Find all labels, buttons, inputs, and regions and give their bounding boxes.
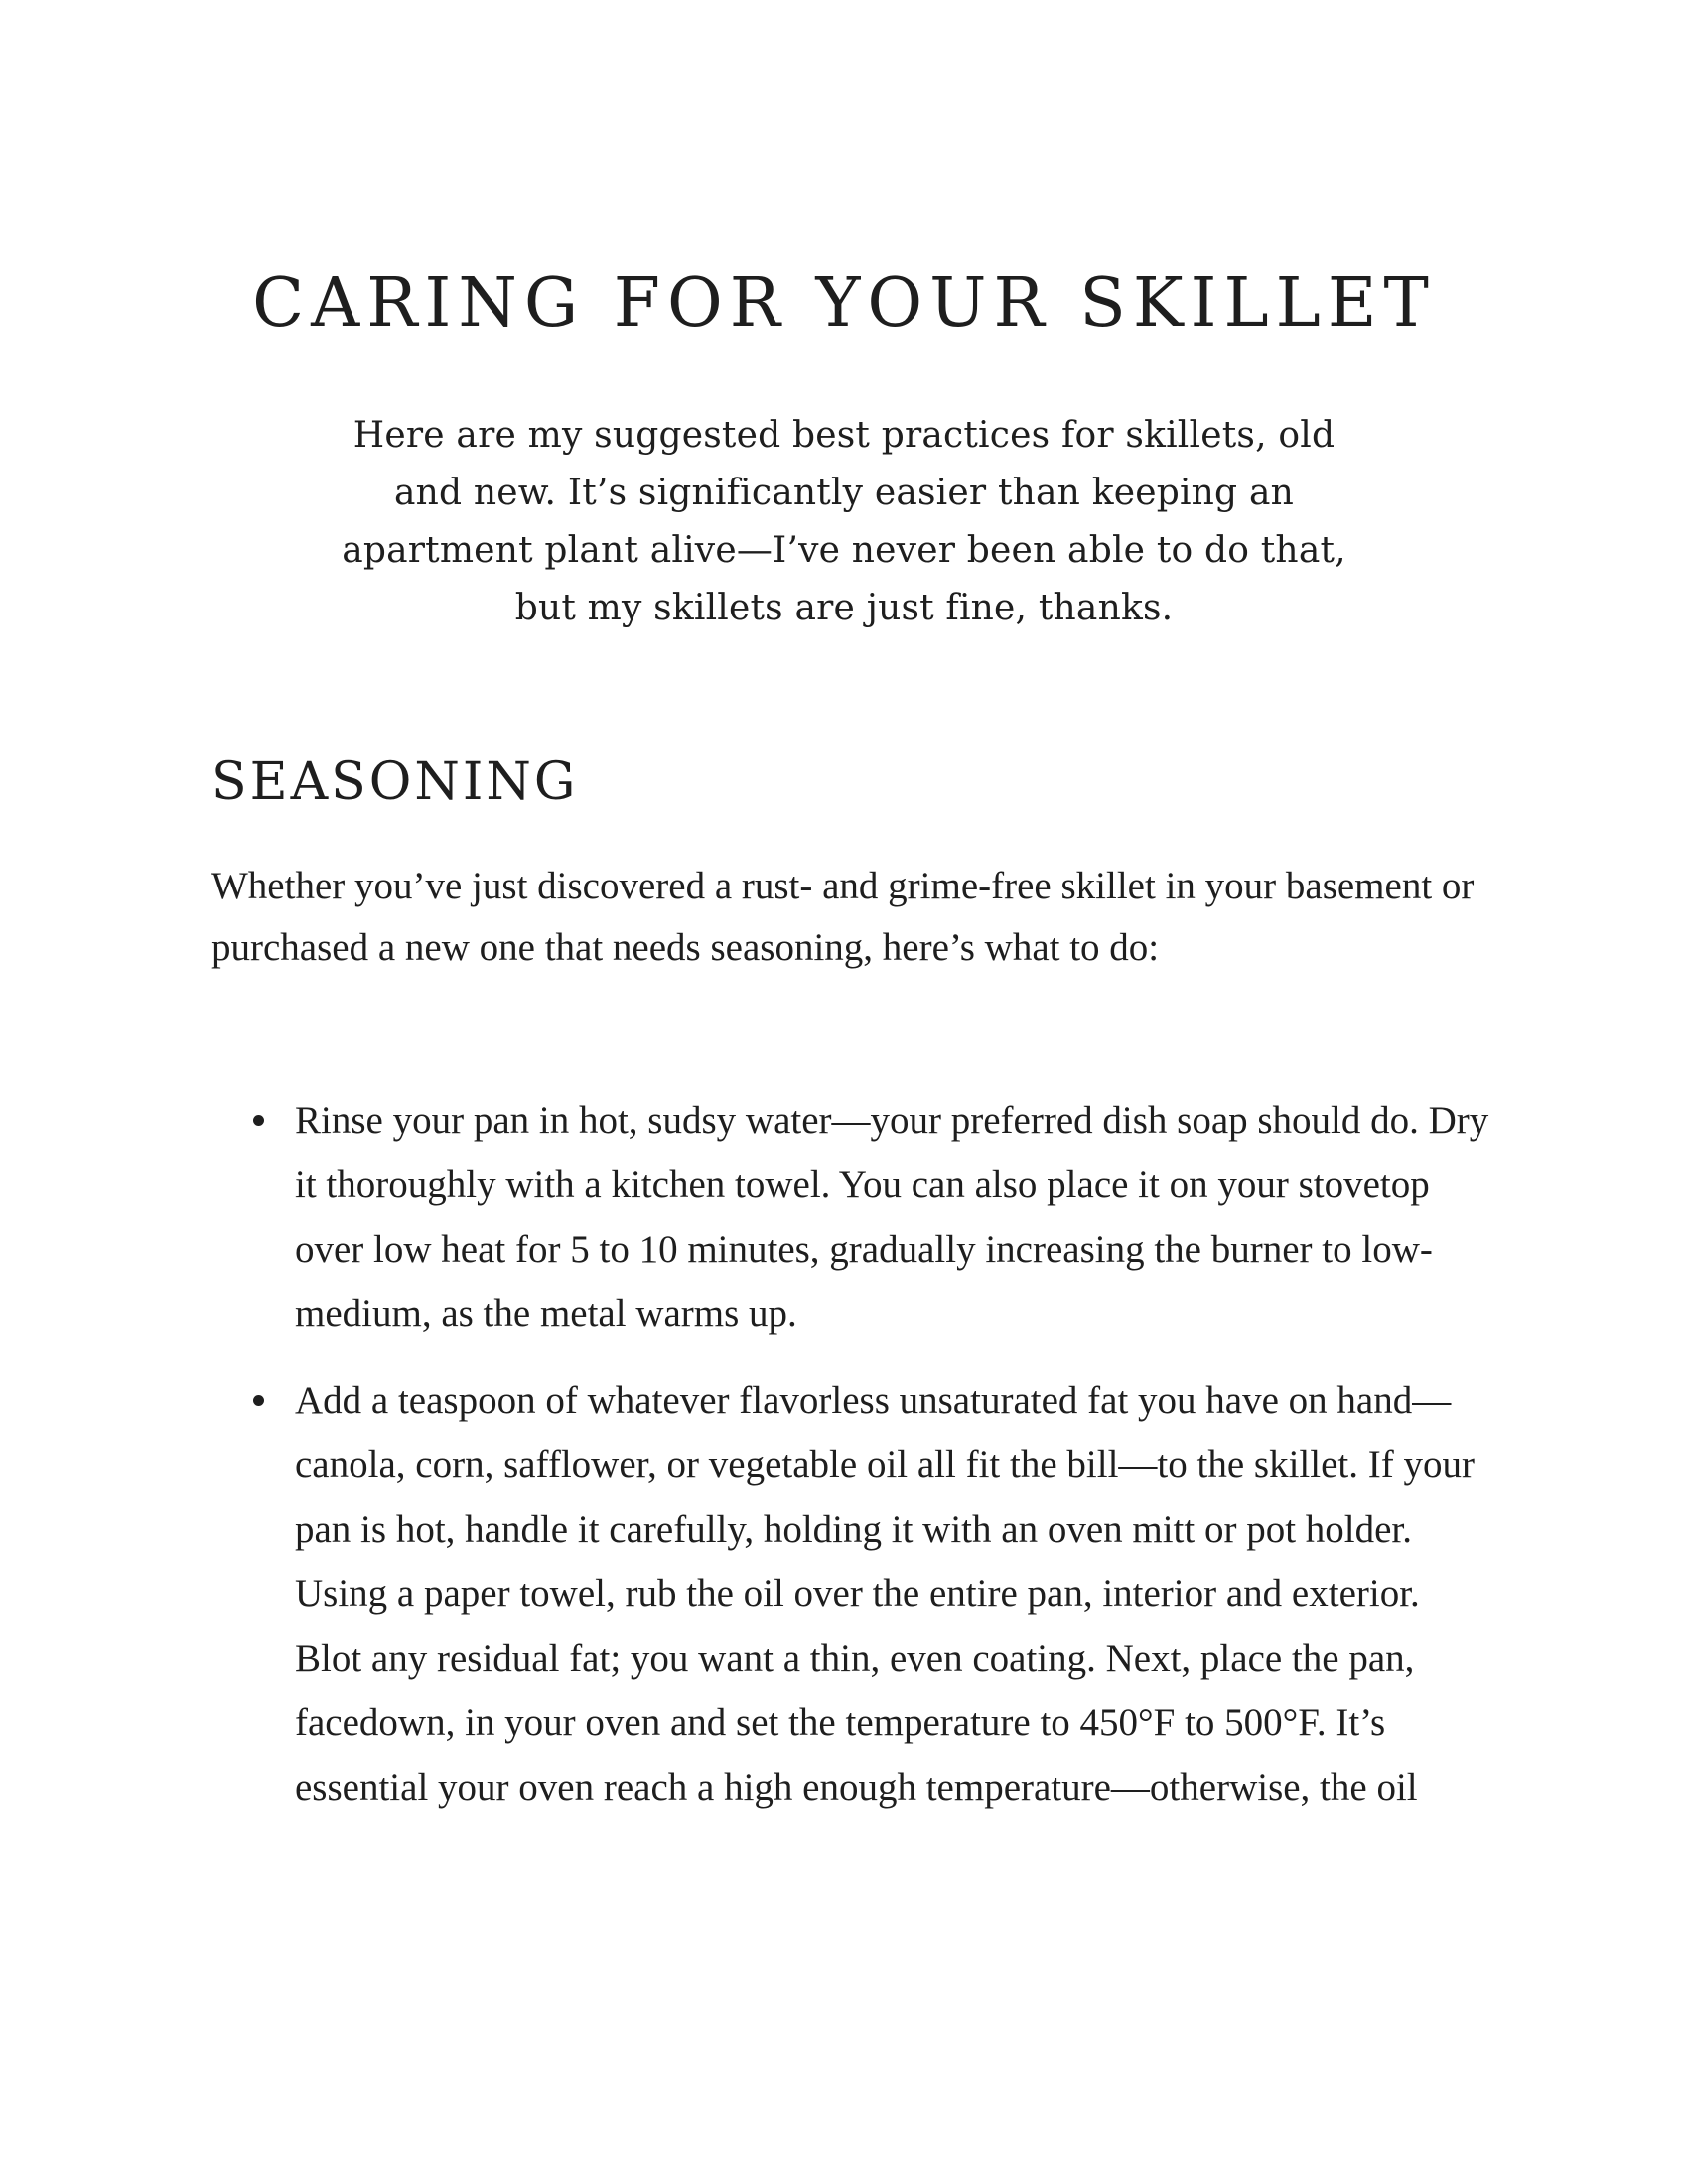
list-item-text: Add a teaspoon of whatever flavorless unsaturated fat you have on hand—canola, corn, safflower, or vegetable oil all fit the bill—to the skillet. If your pan is hot, handle it carefully, holding it with an oven mitt or pot holder. Using a paper towel, rub the oil over the entire pan, interior and exterior. Blot any residual fat; you want a thin, even coating. Next, place the pan, facedown, in your oven and set the temperature to 450°F to 500°F. It’s essential your oven reach a high enough temperature—otherwise, the oil	[295, 1379, 1475, 1809]
list-item-text: Rinse your pan in hot, sudsy water—your preferred dish soap should do. Dry it thoroughly with a kitchen towel. You can also place it on your stovetop over low heat for 5 to 10 minutes, gradually increasing the burner to low-medium, as the metal warms up.	[295, 1099, 1489, 1335]
bullet-icon	[253, 1115, 264, 1126]
section-heading: SEASONING	[211, 752, 579, 812]
list-item	[211, 1088, 1492, 1346]
section-lead-paragraph: Whether you’ve just discovered a rust- and grime-free skillet in your basement or purchased a new one that needs seasoning, here’s what to do:	[211, 865, 1475, 969]
steps-list	[211, 1088, 1492, 1842]
intro-paragraph: Here are my suggested best practices for skillets, old and new. It’s significantly easier than keeping an apartment plant alive—I’ve never been able to do that, but my skillets are just fine, thanks.	[342, 415, 1346, 628]
page-title: CARING FOR YOUR SKILLET	[252, 264, 1436, 342]
list-item	[211, 1368, 1492, 1820]
bullet-icon	[253, 1395, 264, 1406]
